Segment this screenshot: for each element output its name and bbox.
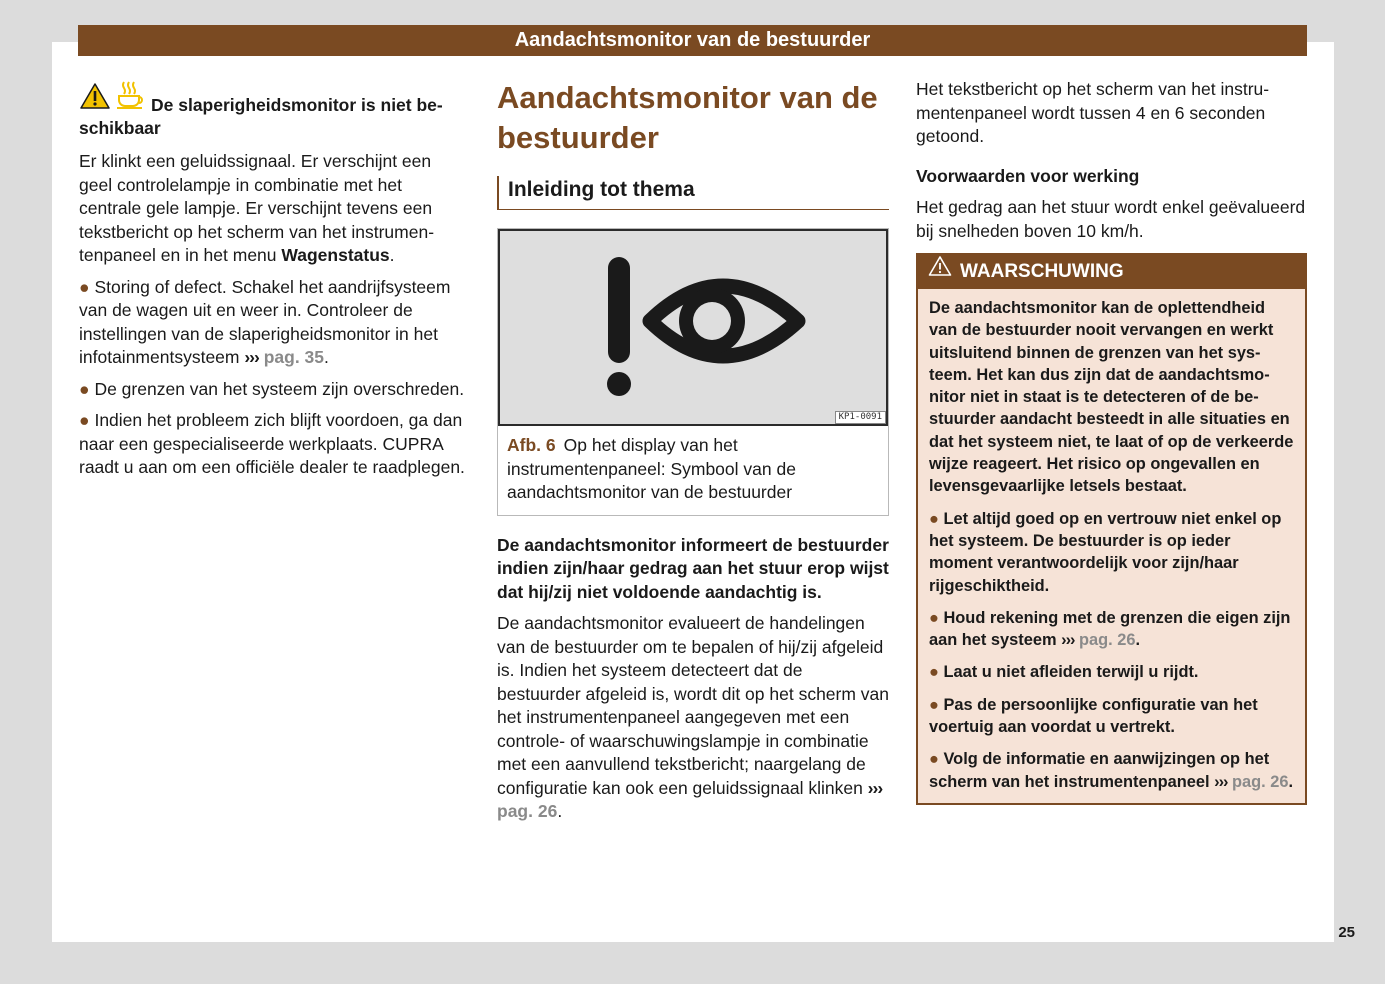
warning-bullet-4 xyxy=(929,694,1294,739)
warning-triangle-icon xyxy=(79,82,111,117)
left-paragraph xyxy=(79,150,469,268)
page-reference-link[interactable]: pag. 35 xyxy=(263,347,325,367)
bullet-dot: ● xyxy=(79,276,90,297)
subsection-title: Inleiding tot thema xyxy=(497,176,889,210)
left-bullet-1-text: Storing of defect. Schakel het aandrijfsysteem van de wagen uit en weer in. Controleer de instellingen van de slaperigheidsmonitor in het infotainmentsysteem xyxy=(79,276,451,367)
bullet-dot: ● xyxy=(929,509,939,528)
left-paragraph-text: Er klinkt een geluidssignaal. Er verschijnt een geel controlelampje in combinatie met het centrale gele lampje. Er verschijnt tevens een tekstbericht op het scherm van het instrumentenpaneel en in het menu xyxy=(79,151,435,265)
bullet-dot: ● xyxy=(79,378,90,399)
figure-caption xyxy=(498,426,888,515)
bullet-dot: ● xyxy=(929,608,939,627)
reference-arrows-icon: ››› xyxy=(244,347,259,367)
middle-body-text: De aandachtsmonitor evalueert de handelingen van de bestuurder om te bepalen of hij/zij afgeleid is. Indien het systeem detecteert dat de bestuurder afgeleid is, wordt dit op het scherm van het instrumentenpaneel aangegeven met een controle- of waarschuwingslampje in combinatie met een aanvullend tekstbericht; naargelang de configuratie kan ook een geluidssignaal klinken xyxy=(497,613,890,798)
page-reference-link[interactable]: pag. 26 xyxy=(497,801,558,821)
left-bullet-1 xyxy=(79,276,469,370)
warning-header xyxy=(918,255,1305,289)
bullet-dot: ● xyxy=(929,750,939,769)
left-paragraph-end: . xyxy=(389,245,395,265)
left-bullet-2 xyxy=(79,378,469,402)
left-column xyxy=(79,80,469,488)
section-title: Aandachtsmonitor van de bestuurder xyxy=(497,80,878,155)
figure-label: Afb. 6 xyxy=(507,435,556,455)
right-paragraph: Het tekstbericht op het scherm van het instrumentenpaneel wordt tussen 4 en 6 seconden getoond. xyxy=(916,79,1270,146)
warning-bullet-2-end: . xyxy=(1135,631,1141,650)
warning-bullet-3-text: Laat u niet afleiden terwijl u rijdt. xyxy=(943,663,1199,682)
warning-bullet-4-text: Pas de persoonlijke configuratie van het voertuig aan voordat u vertrekt. xyxy=(929,695,1258,737)
right-column xyxy=(916,78,1307,805)
left-bullet-1-end: . xyxy=(324,347,329,367)
warning-box xyxy=(916,253,1307,805)
warning-bullet-1-text: Let altijd goed op en vertrouw niet enkel op het systeem. De bestuurder is op ieder moment verantwoordelijk voor zijn/haar rijgeschiktheid. xyxy=(929,509,1282,595)
warning-bullet-5-text: Volg de informatie en aanwijzingen op het scherm van het instrumentenpaneel xyxy=(929,750,1270,791)
warning-bullet-1 xyxy=(929,508,1294,597)
driver-attention-eye-icon xyxy=(500,231,888,424)
reference-arrows-icon: ››› xyxy=(867,777,883,798)
page-reference-link[interactable]: pag. 26 xyxy=(1079,631,1136,650)
bullet-dot: ● xyxy=(929,695,939,714)
left-bullet-3 xyxy=(79,409,469,480)
conditions-title: Voorwaarden voor werking xyxy=(916,165,1140,186)
page-reference-link[interactable]: pag. 26 xyxy=(1232,772,1289,791)
reference-arrows-icon: ››› xyxy=(1214,772,1228,791)
intro-bold-paragraph: De aandachtsmonitor informeert de bestuurder indien zijn/haar gedrag aan het stuur erop wijst dat hij/zij niet voldoende aandachtig is. xyxy=(497,534,889,602)
unavailable-heading-line2: schikbaar xyxy=(79,117,161,138)
left-bullet-2-text: De grenzen van het systeem zijn overschreden. xyxy=(94,378,465,399)
warning-bullet-5-end: . xyxy=(1288,772,1294,791)
page-header-bar xyxy=(78,25,1307,56)
warning-bullet-5 xyxy=(929,748,1294,793)
warning-body xyxy=(918,289,1305,803)
warning-bullet-2 xyxy=(929,607,1294,652)
page-number: 25 xyxy=(1338,924,1355,941)
middle-body-paragraph xyxy=(497,612,889,824)
coffee-cup-icon xyxy=(115,80,145,117)
wagenstatus-menu-label: Wagenstatus xyxy=(281,245,390,265)
middle-body-end: . xyxy=(557,801,563,821)
figure-code-label: KP1-0091 xyxy=(835,411,886,424)
figure-6 xyxy=(497,228,889,516)
bullet-dot: ● xyxy=(79,410,90,430)
figure-caption-text: Op het display van het instrumentenpaneel: Symbool van de aandachtsmonitor van de bestuurder xyxy=(507,435,796,502)
left-bullet-3-text: Indien het probleem zich blijft voordoen, ga dan naar een gespecialiseerde werkplaats. CUPRA raadt u aan om een officiële dealer te raadplegen. xyxy=(79,410,465,477)
figure-image xyxy=(498,229,888,426)
warning-bullet-3 xyxy=(929,661,1294,683)
page-header-title: Aandachtsmonitor van de bestuurder xyxy=(514,29,871,51)
warning-intro: De aandachtsmonitor kan de oplettendheid van de bestuurder nooit vervangen en werkt uitsluitend binnen de grenzen van het systeem. Het kan dus zijn dat de aandachtsmonitor niet in staat is te detecteren of de bestuurder aandacht besteedt in alle situaties en dat het systeem niet, te laat of op de verkeerde wijze reageert. Het risico op ongevallen en levensgevaarlijke letsels bestaat. xyxy=(929,299,1294,496)
bullet-dot: ● xyxy=(929,663,939,682)
warning-outline-icon xyxy=(928,255,952,289)
middle-column xyxy=(497,78,889,832)
reference-arrows-icon: ››› xyxy=(1061,631,1075,650)
warning-title: WAARSCHUWING xyxy=(960,261,1124,282)
unavailable-heading xyxy=(79,80,469,117)
conditions-text: Het gedrag aan het stuur wordt enkel geëvalueerd bij snelheden boven 10 km/h. xyxy=(916,197,1306,241)
unavailable-heading-line1: De slaperigheidsmonitor is niet be- xyxy=(151,94,443,115)
warning-bullet-2-text: Houd rekening met de grenzen die eigen zijn aan het systeem xyxy=(929,608,1291,650)
